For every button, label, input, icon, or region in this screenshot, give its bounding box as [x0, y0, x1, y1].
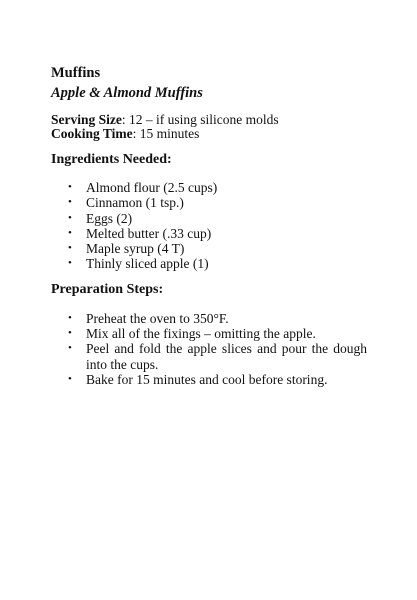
recipe-meta	[51, 113, 367, 141]
step-text: Preheat the oven to 350°F.	[86, 310, 229, 326]
bullet-icon: •	[68, 242, 72, 255]
ingredient-text: Almond flour (2.5 cups)	[86, 180, 218, 195]
list-item	[51, 226, 367, 241]
ingredient-text: Thinly sliced apple (1)	[86, 256, 209, 272]
step-text: Peel and fold the apple slices and pour the dough into the cups.	[86, 341, 367, 372]
list-item	[51, 311, 367, 326]
serving-size-label: Serving Size	[51, 112, 122, 127]
bullet-icon: •	[68, 181, 72, 193]
ingredient-text: Maple syrup (4 T)	[86, 241, 185, 257]
list-item	[51, 195, 367, 210]
recipe-page	[51, 64, 367, 387]
cooking-time-label: Cooking Time	[51, 126, 133, 141]
bullet-icon: •	[68, 211, 72, 224]
list-item	[51, 256, 367, 271]
serving-size-value: 12 – if using silicone molds	[129, 112, 279, 127]
bullet-icon: •	[68, 257, 72, 270]
bullet-icon: •	[68, 226, 72, 239]
bullet-icon: •	[68, 372, 72, 385]
ingredient-text: Eggs (2)	[86, 210, 133, 226]
step-text: Bake for 15 minutes and cool before storing.	[86, 371, 328, 387]
list-item	[51, 326, 367, 341]
steps-heading: Preparation Steps:	[51, 281, 164, 297]
serving-size-colon: :	[121, 112, 130, 127]
step-text: Mix all of the fixings – omitting the apple.	[86, 326, 316, 342]
bullet-icon: •	[68, 311, 72, 324]
list-item	[51, 241, 367, 256]
list-item	[51, 211, 367, 226]
serving-size-row	[51, 113, 367, 127]
ingredient-text: Cinnamon (1 tsp.)	[86, 195, 184, 211]
ingredients-heading: Ingredients Needed:	[51, 152, 172, 167]
cooking-time-value: 15 minutes	[139, 126, 200, 141]
bullet-icon: •	[68, 196, 72, 209]
ingredients-list	[51, 180, 367, 272]
list-item	[51, 372, 367, 387]
list-item	[51, 180, 367, 195]
section-title: Muffins	[51, 65, 101, 81]
recipe-title: Apple & Almond Muffins	[51, 85, 203, 101]
steps-list	[51, 311, 367, 387]
ingredient-text: Melted butter (.33 cup)	[86, 225, 212, 241]
cooking-time-row	[51, 127, 367, 141]
list-item	[51, 341, 367, 372]
bullet-icon: •	[68, 327, 72, 340]
bullet-icon: •	[68, 342, 72, 355]
cooking-time-colon: :	[132, 126, 140, 141]
